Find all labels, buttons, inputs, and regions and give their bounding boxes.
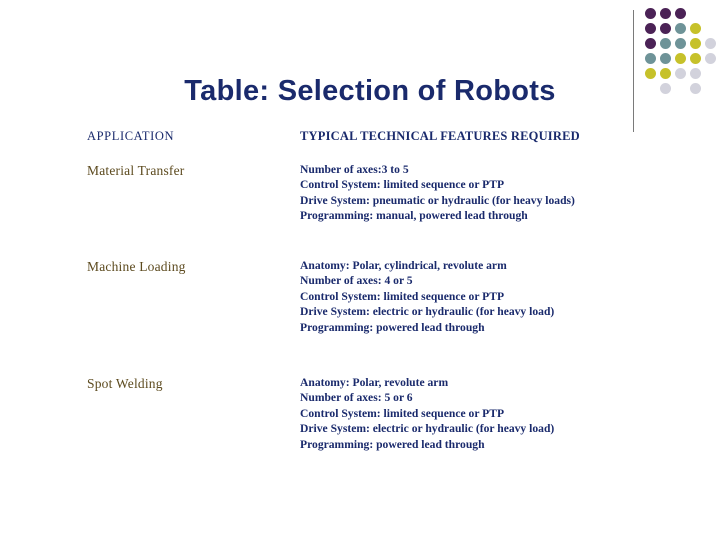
features-column-header: TYPICAL TECHNICAL FEATURES REQUIRED [300,129,580,143]
decorative-dot [660,8,671,19]
decorative-dot [675,8,686,19]
feature-line: Control System: limited sequence or PTP [300,178,505,192]
application-label-machine-loading: Machine Loading [87,259,186,274]
decorative-dot [645,38,656,49]
feature-line: Control System: limited sequence or PTP [300,289,505,303]
feature-line: Anatomy: Polar, revolute arm [300,376,449,389]
feature-line: Control System: limited sequence or PTP [300,406,505,420]
feature-line: Number of axes:3 to 5 [300,163,409,176]
feature-line: Anatomy: Polar, cylindrical, revolute arm [300,259,507,272]
feature-line: Drive System: electric or hydraulic (for heavy load) [300,305,555,319]
feature-line: Drive System: pneumatic or hydraulic (for heavy loads) [300,193,575,207]
application-label-spot-welding: Spot Welding [87,376,163,391]
feature-line: Programming: powered lead through [300,437,485,451]
decorative-dot [675,53,686,64]
decorative-dot [645,23,656,34]
feature-line: Drive System: electric or hydraulic (for heavy load) [300,422,555,436]
decorative-divider [633,10,634,132]
decorative-dot [645,8,656,19]
feature-line: Programming: manual, powered lead through [300,209,528,223]
feature-line: Number of axes: 4 or 5 [300,274,413,288]
feature-line: Programming: powered lead through [300,320,485,334]
decorative-dot [675,38,686,49]
decorative-dot [690,23,701,34]
decorative-dot [690,38,701,49]
decorative-dot [660,23,671,34]
decorative-dot [690,53,701,64]
decorative-dot [675,23,686,34]
feature-line: Number of axes: 5 or 6 [300,391,413,405]
application-column-header: APPLICATION [87,129,175,143]
decorative-dot [705,38,716,49]
decorative-dot [705,53,716,64]
features-list-material-transfer [300,162,575,224]
features-list-spot-welding [300,375,554,452]
slide-title: Table: Selection of Robots [184,75,556,107]
features-list-machine-loading [300,258,554,335]
decorative-dot [645,53,656,64]
decorative-dot [660,53,671,64]
application-label-material-transfer: Material Transfer [87,163,185,178]
decorative-dot [660,38,671,49]
